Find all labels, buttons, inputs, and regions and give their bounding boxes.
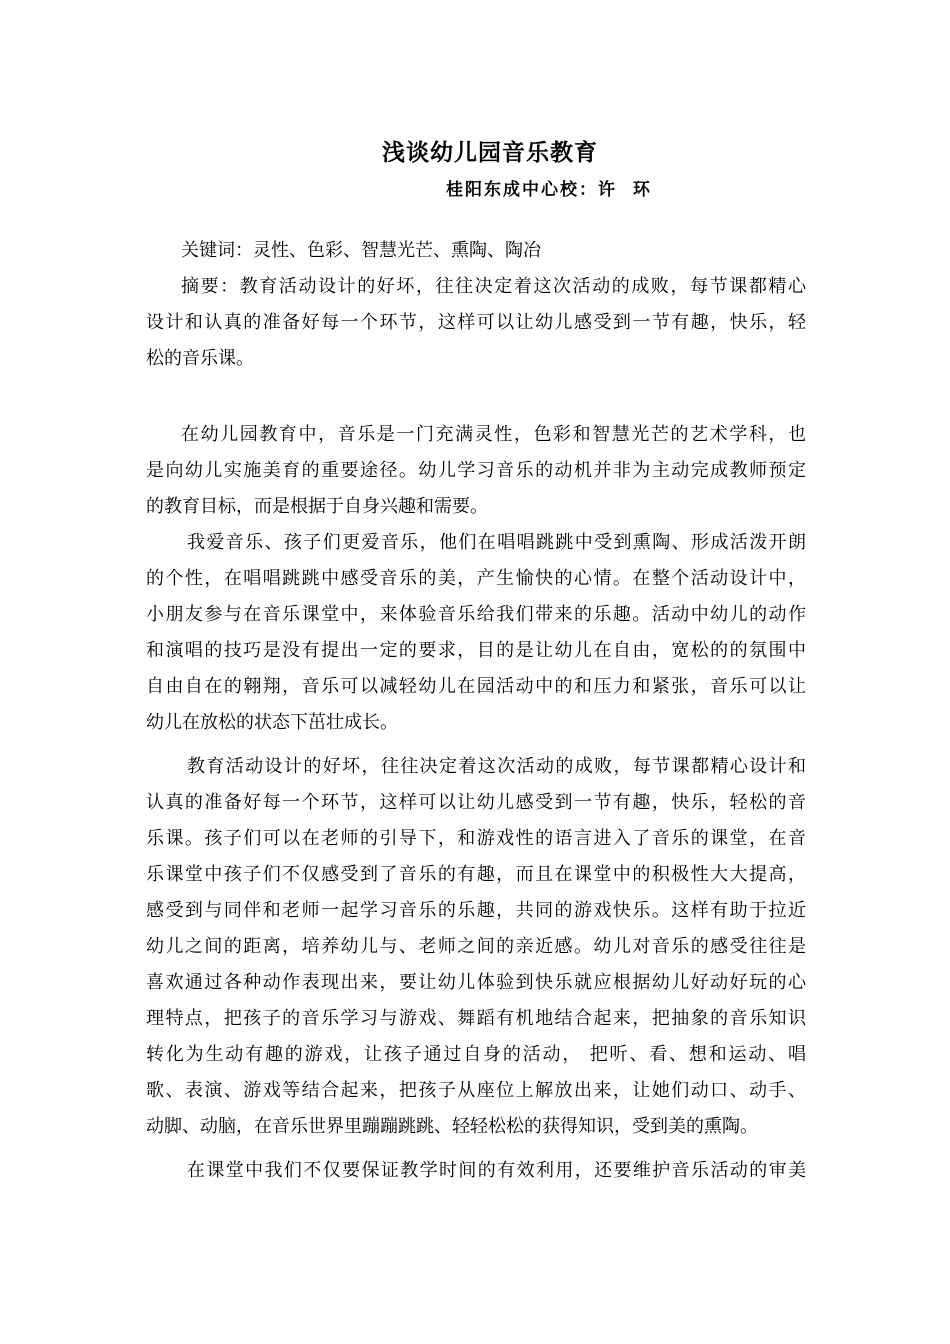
body-line: 自由自在的翱翔，音乐可以减轻幼儿在园活动中的和压力和紧张，音乐可以让 [146, 676, 806, 697]
body-line: 幼儿之间的距离，培养幼儿与、老师之间的亲近感。幼儿对音乐的感受往往是 [146, 936, 806, 957]
body-line: 动脚、动脑，在音乐世界里蹦蹦跳跳、轻轻松松的获得知识，受到美的熏陶。 [146, 1116, 758, 1137]
abstract-line: 设计和认真的准备好每一个环节，这样可以让幼儿感受到一节有趣，快乐，轻 [146, 312, 806, 333]
body-line: 是向幼儿实施美育的重要途径。幼儿学习音乐的动机并非为主动完成教师预定 [146, 460, 806, 481]
body-line: 理特点，把孩子的音乐学习与游戏、舞蹈有机地结合起来，把抽象的音乐知识 [146, 1008, 806, 1029]
author-line: 桂阳东成中心校：许 环 [446, 180, 652, 200]
body-line: 小朋友参与在音乐课堂中，来体验音乐给我们带来的乐趣。活动中幼儿的动作 [146, 604, 806, 625]
body-line: 幼儿在放松的状态下茁壮成长。 [146, 712, 398, 733]
body-line: 在课堂中我们不仅要保证教学时间的有效利用，还要维护音乐活动的审美 [187, 1160, 806, 1181]
body-line: 乐课。孩子们可以在老师的引导下，和游戏性的语言进入了音乐的课堂，在音 [146, 828, 806, 849]
body-line: 在幼儿园教育中，音乐是一门充满灵性，色彩和智慧光芒的艺术学科，也 [181, 424, 806, 445]
abstract-line: 松的音乐课。 [146, 348, 254, 369]
body-line: 歌、表演、游戏等结合起来，把孩子从座位上解放出来，让她们动口、动手、 [146, 1080, 806, 1101]
body-line: 感受到与同伴和老师一起学习音乐的乐趣，共同的游戏快乐。这样有助于拉近 [146, 900, 806, 921]
body-line: 我爱音乐、孩子们更爱音乐，他们在唱唱跳跳中受到熏陶、形成活泼开朗 [187, 532, 806, 553]
body-line: 教育活动设计的好坏，往往决定着这次活动的成败，每节课都精心设计和 [187, 756, 806, 777]
body-line: 乐课堂中孩子们不仅感受到了音乐的有趣，而且在课堂中的积极性大大提高， [146, 864, 806, 885]
body-line: 的教育目标，而是根据于自身兴趣和需要。 [146, 496, 488, 517]
body-line: 和演唱的技巧是没有提出一定的要求，目的是让幼儿在自由，宽松的的氛围中 [146, 640, 806, 661]
body-line: 转化为生动有趣的游戏，让孩子通过自身的活动， 把听、看、想和运动、唱 [146, 1044, 806, 1065]
keywords-line: 关键词：灵性、色彩、智慧光芒、熏陶、陶冶 [181, 240, 541, 261]
abstract-line: 摘要：教育活动设计的好坏，往往决定着这次活动的成败，每节课都精心 [181, 276, 806, 297]
body-line: 的个性，在唱唱跳跳中感受音乐的美，产生愉快的心情。在整个活动设计中， [146, 568, 806, 589]
body-line: 喜欢通过各种动作表现出来，要让幼儿体验到快乐就应根据幼儿好动好玩的心 [146, 972, 806, 993]
document-title: 浅谈幼儿园音乐教育 [382, 139, 598, 166]
body-line: 认真的准备好每一个环节，这样可以让幼儿感受到一节有趣，快乐，轻松的音 [146, 792, 806, 813]
